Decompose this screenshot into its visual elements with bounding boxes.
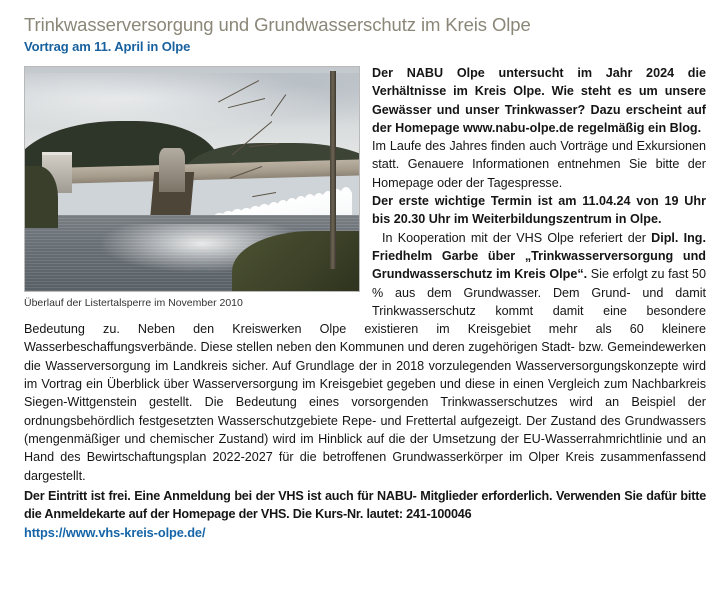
page-subtitle: Vortrag am 11. April in Olpe bbox=[24, 39, 191, 54]
speaker-and-topic: Dipl. Ing. Friedhelm Garbe über „Trinkwasserversorgung und Grundwasserschutz im Kreis Olpe“. bbox=[372, 230, 706, 282]
paragraph-main-rest: Sie erfolgt zu fast 50 % aus dem Grundwasser. Dem Grund- und damit Trinkwasserschutz kommt damit eine besondere Bedeutung zu. Neben den Kreiswerken Olpe existieren im Kreisgebiet mehr als 60 kleinere Wasserbeschaffungsverbände. Diese stellen neben den Kommunen und deren zugehörigen Stadt- bzw. Gemeindewerken die Wasserversorgung im Landkreis sicher. Auf Grundlage der in 2018 vorzulegenden Wasserversorgungskonzepte wird im Vortrag ein Überblick über Wasserversorgung im Kreisgebiet gegeben und diese in einen Vergleich zum Nachbarkreis Siegen-Wittgenstein gestellt. Die Bedeutung eines vorsorgenden Trinkwasserschutzes wird an Beispiel der ordnungsbehördlich festgesetzten Wasserschutzgebiete Repe- und Frettertal aufgezeigt. Der Zustand des Grundwassers (mengenmäßiger und chemischer Zustand) wird im Hinblick auf die der Umsetzung der EU-Wasserrahmrichtlinie und an Hand des Bewirtschaftungsplan 2022-2027 für die betroffenen Grundwasserkörper im Olper Kreis zusammenfassend dargestellt. bbox=[24, 267, 706, 483]
dam-photo bbox=[24, 66, 360, 292]
paragraph-intro: Der NABU Olpe untersucht im Jahr 2024 die Verhältnisse im Kreis Olpe. Wie steht es um unsere Gewässer und unser Trinkwasser? Dazu erscheint auf der Homepage www.nabu-olpe.de regelmäßig ein Blog. bbox=[372, 66, 706, 135]
figure-caption: Überlauf der Listertalsperre im November 2010 bbox=[24, 297, 243, 309]
tree-icon bbox=[330, 71, 336, 268]
paragraph-main-lead: In Kooperation mit der VHS Olpe referiert der bbox=[382, 230, 652, 245]
article-figure bbox=[24, 66, 360, 310]
vhs-website-link[interactable]: https://www.vhs-kreis-olpe.de/ bbox=[24, 525, 206, 541]
paragraph-events: Im Laufe des Jahres finden auch Vorträge und Exkursionen statt. Genauere Informationen entnehmen Sie bitte der Homepage oder der Tagespresse. bbox=[372, 139, 706, 190]
paragraph-registration: Der Eintritt ist frei. Eine Anmeldung bei der VHS ist auch für NABU- Mitglieder erforderlich. Verwenden Sie dafür bitte die Anmeldekarte auf der Homepage der VHS. Die Kurs-Nr. lautet: 241-100046 bbox=[24, 488, 706, 522]
paragraph-first-date: Der erste wichtige Termin ist am 11.04.24 von 19 Uhr bis 20.30 Uhr im Weiterbildungszentrum in Olpe. bbox=[372, 194, 706, 227]
page-title: Trinkwasserversorgung und Grundwasserschutz im Kreis Olpe bbox=[24, 14, 531, 35]
